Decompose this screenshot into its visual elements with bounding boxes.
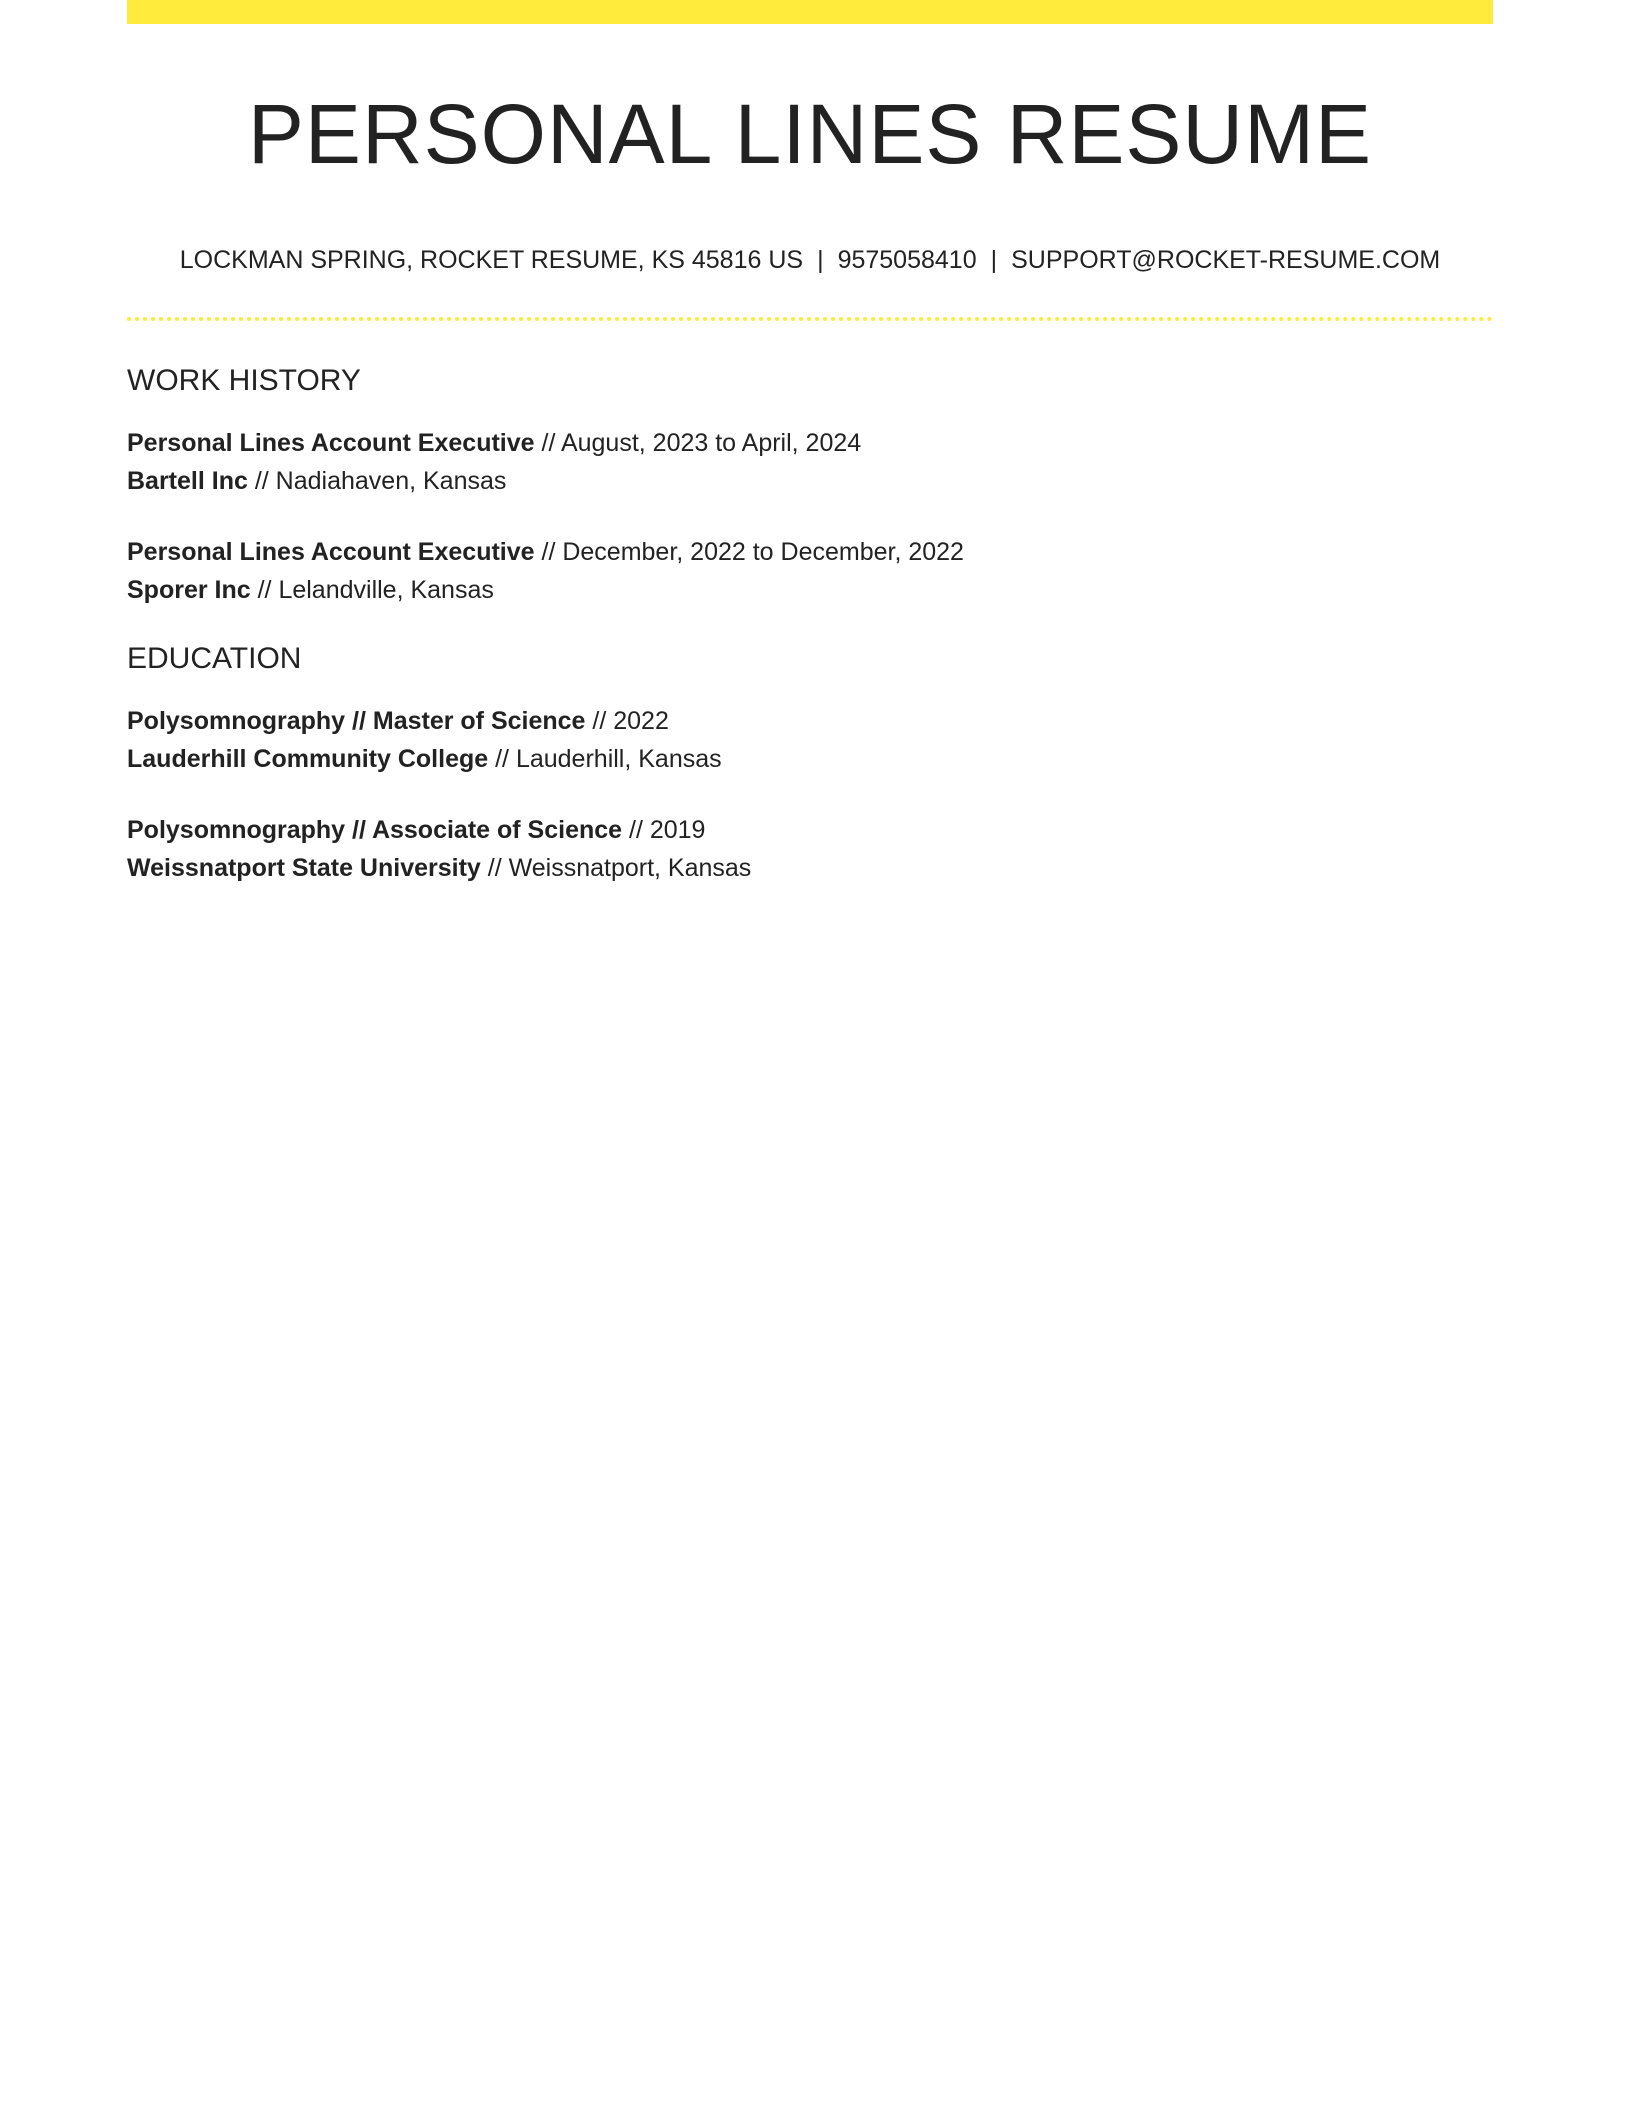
work-history-section — [127, 363, 1493, 609]
company-name: Sporer Inc — [127, 576, 251, 604]
dotted-divider — [127, 317, 1493, 321]
work-entry-company-line — [127, 462, 1493, 500]
school-name: Lauderhill Community College — [127, 745, 489, 773]
education-degree-line — [127, 702, 1493, 740]
company-name: Bartell Inc — [127, 467, 248, 495]
degree-year: // 2022 — [585, 707, 669, 735]
job-title: Personal Lines Account Executive — [127, 538, 535, 566]
work-history-heading: WORK HISTORY — [127, 364, 361, 397]
contact-separator: | — [990, 246, 998, 274]
contact-line — [127, 244, 1493, 276]
education-school-line — [127, 740, 1493, 778]
school-name: Weissnatport State University — [127, 854, 481, 882]
education-degree-line — [127, 811, 1493, 849]
job-title: Personal Lines Account Executive — [127, 429, 535, 457]
school-location: // Lauderhill, Kansas — [488, 745, 722, 773]
contact-address: LOCKMAN SPRING, ROCKET RESUME, KS 45816 US — [179, 246, 804, 274]
work-entry-company-line — [127, 571, 1493, 609]
degree-year: // 2019 — [622, 816, 706, 844]
job-dates: // December, 2022 to December, 2022 — [534, 538, 964, 566]
work-entry — [127, 533, 1493, 609]
education-heading: EDUCATION — [127, 642, 302, 675]
education-school-line — [127, 849, 1493, 887]
work-entry — [127, 424, 1493, 500]
job-dates: // August, 2023 to April, 2024 — [534, 429, 862, 457]
contact-email: SUPPORT@ROCKET-RESUME.COM — [1011, 246, 1441, 274]
contact-separator: | — [817, 246, 824, 274]
company-location: // Lelandville, Kansas — [250, 576, 494, 604]
education-section — [127, 641, 1493, 887]
work-entry-title-line — [127, 533, 1493, 571]
resume-title: PERSONAL LINES RESUME — [247, 87, 1373, 181]
degree-name: Polysomnography // Associate of Science — [127, 816, 623, 844]
company-location: // Nadiahaven, Kansas — [247, 467, 507, 495]
school-location: // Weissnatport, Kansas — [480, 854, 752, 882]
education-entry — [127, 811, 1493, 887]
contact-phone: 9575058410 — [837, 246, 977, 274]
work-entry-title-line — [127, 424, 1493, 462]
education-entry — [127, 702, 1493, 778]
degree-name: Polysomnography // Master of Science — [127, 707, 586, 735]
resume-page — [127, 0, 1493, 887]
accent-top-bar — [127, 0, 1493, 24]
